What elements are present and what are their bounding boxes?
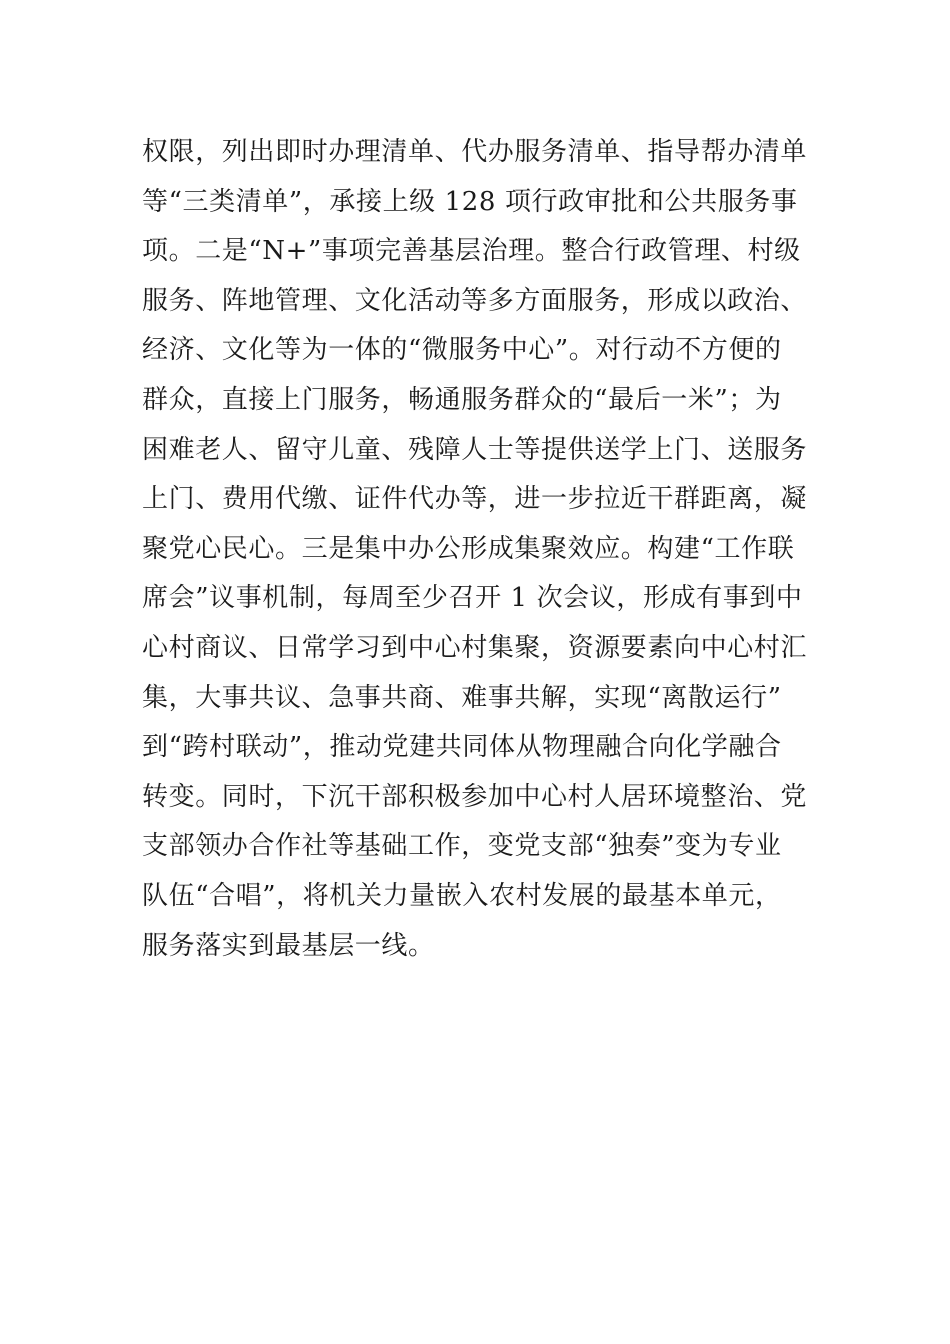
paragraph-line: 困难老人、留守儿童、残障人士等提供送学上门、送服务 <box>142 434 808 465</box>
paragraph-line: 服务落实到最基层一线。 <box>142 930 435 961</box>
paragraph-line: 集，大事共议、急事共商、难事共解，实现“离散运行” <box>142 682 782 713</box>
paragraph-line: 群众，直接上门服务，畅通服务群众的“最后一米”；为 <box>142 384 782 415</box>
paragraph-line: 服务、阵地管理、文化活动等多方面服务，形成以政治、 <box>142 285 808 316</box>
paragraph-line: 项。二是“N+”事项完善基层治理。整合行政管理、村级 <box>142 236 801 267</box>
body-paragraph <box>142 128 822 971</box>
paragraph-line: 支部领办合作社等基础工作，变党支部“独奏”变为专业 <box>142 831 782 862</box>
paragraph-line: 经济、文化等为一体的“微服务中心”。对行动不方便的 <box>142 335 782 366</box>
paragraph-line: 席会”议事机制，每周至少召开 1 次会议，形成有事到中 <box>142 583 803 614</box>
paragraph-line: 权限，列出即时办理清单、代办服务清单、指导帮办清单 <box>142 137 808 167</box>
paragraph-line: 心村商议、日常学习到中心村集聚，资源要素向中心村汇 <box>142 632 808 663</box>
paragraph-line: 上门、费用代缴、证件代办等，进一步拉近干群距离，凝 <box>142 484 808 515</box>
paragraph-line: 到“跨村联动”，推动党建共同体从物理融合向化学融合 <box>142 732 782 763</box>
paragraph-line: 转变。同时，下沉干部积极参加中心村人居环境整治、党 <box>142 781 808 812</box>
paragraph-line: 等“三类清单”，承接上级 128 项行政审批和公共服务事 <box>142 186 798 217</box>
paragraph-line: 聚党心民心。三是集中办公形成集聚效应。构建“工作联 <box>142 533 795 564</box>
paragraph-line: 队伍“合唱”，将机关力量嵌入农村发展的最基本单元， <box>142 880 782 911</box>
